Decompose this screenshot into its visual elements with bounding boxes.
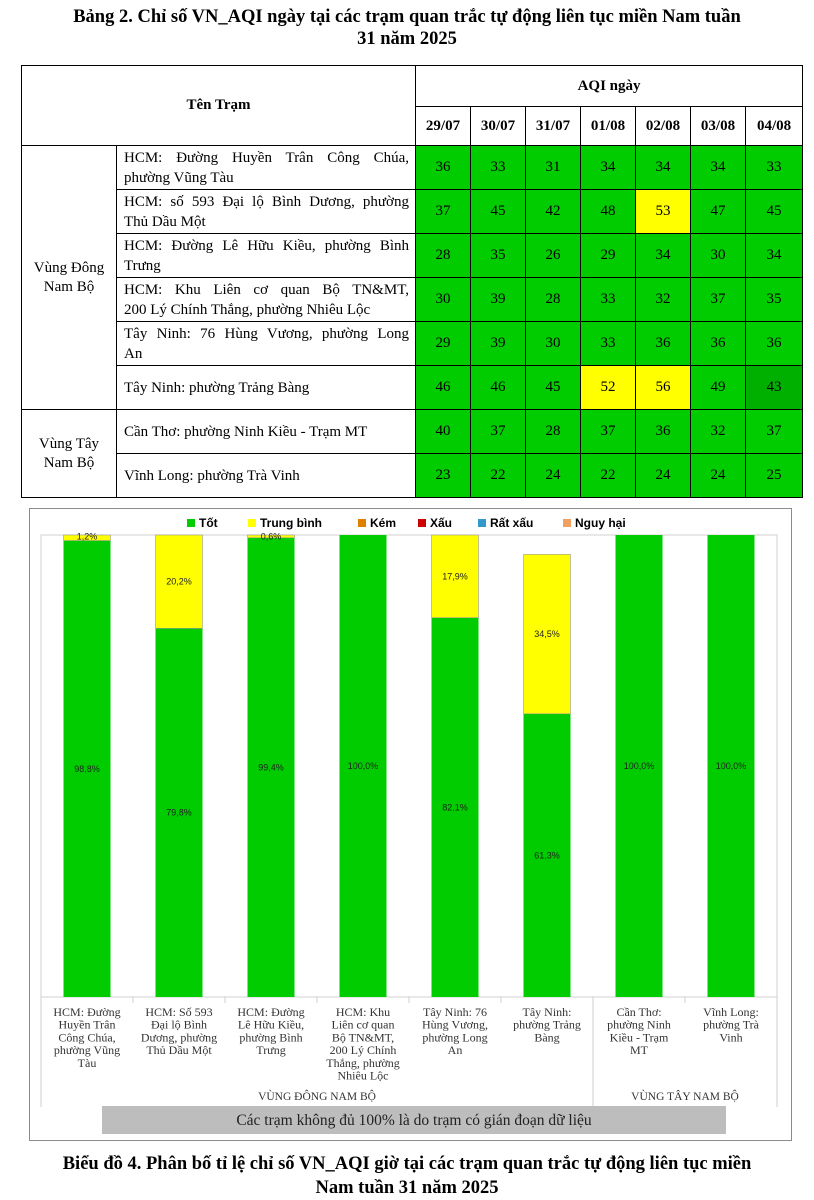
- station-name-line2: Trưng: [124, 257, 161, 274]
- table-row: [22, 366, 803, 410]
- table-row: [22, 234, 803, 278]
- category-label: MT: [630, 1043, 648, 1058]
- aqi-value-cell: 35: [746, 278, 803, 322]
- station-cell: [117, 278, 416, 322]
- aqi-value-cell: 37: [581, 410, 636, 454]
- table-row: [22, 146, 803, 190]
- table-row: [22, 278, 803, 322]
- category-label: Dương, phường: [140, 1030, 218, 1045]
- aqi-value-cell: 37: [746, 410, 803, 454]
- date-header-6: 04/08: [746, 107, 803, 146]
- table-row: [22, 322, 803, 366]
- aqi-value-cell: 37: [691, 278, 746, 322]
- aqi-value-cell: 32: [691, 410, 746, 454]
- station-cell: [117, 366, 416, 410]
- date-header-3: 01/08: [581, 107, 636, 146]
- data-label: 100,0%: [623, 761, 655, 771]
- category-label: Đại lộ Bình: [151, 1017, 207, 1032]
- category-label: Huyền Trân: [58, 1017, 116, 1032]
- aqi-table-body: [22, 146, 803, 498]
- category-label: phường Long: [422, 1030, 488, 1045]
- station-cell: [117, 322, 416, 366]
- data-label: 17,9%: [442, 571, 468, 582]
- legend-label: Xấu: [430, 516, 453, 530]
- station-name-line1: HCM: Khu Liên cơ quan Bộ TN&MT,: [124, 281, 409, 298]
- aqi-value-cell: 46: [416, 366, 471, 410]
- station-name-line1: HCM: số 593 Đại lộ Bình Dương, phường: [124, 193, 409, 210]
- data-label: 98,8%: [74, 763, 100, 774]
- aqi-value-cell: 36: [636, 322, 691, 366]
- date-header-1: 30/07: [471, 107, 526, 146]
- region-name-line2: Nam Bộ: [43, 454, 95, 471]
- data-label: 100,0%: [347, 761, 379, 771]
- data-label: 79,8%: [166, 807, 192, 818]
- date-header-2: 31/07: [526, 107, 581, 146]
- legend-swatch: [418, 519, 426, 527]
- legend-label: Trung bình: [260, 516, 322, 530]
- category-label: Lê Hữu Kiều,: [237, 1017, 305, 1032]
- station-name-line2: phường Vũng Tàu: [124, 169, 234, 186]
- data-label: 100,0%: [715, 761, 747, 771]
- category-label: Liên cơ quan: [331, 1017, 395, 1032]
- aqi-value-cell: 24: [691, 454, 746, 498]
- aqi-value-cell: 39: [471, 278, 526, 322]
- category-label: Tây Ninh:: [522, 1005, 572, 1019]
- aqi-value-cell: 52: [581, 366, 636, 410]
- aqi-value-cell: 39: [471, 322, 526, 366]
- aqi-value-cell: 40: [416, 410, 471, 454]
- date-header-4: 02/08: [636, 107, 691, 146]
- region-cell: [22, 410, 117, 498]
- aqi-value-cell: 28: [526, 278, 581, 322]
- category-label: Thắng, phường: [326, 1055, 400, 1070]
- aqi-value-cell: 31: [526, 146, 581, 190]
- category-label: phường Trà: [703, 1017, 759, 1032]
- category-label: 200 Lý Chính: [329, 1043, 397, 1058]
- aqi-value-cell: 34: [636, 234, 691, 278]
- category-label: Trưng: [256, 1043, 286, 1058]
- aqi-table: [21, 65, 803, 498]
- station-name-line1: HCM: Đường Lê Hữu Kiều, phường Bình: [124, 237, 409, 254]
- category-label: Bàng: [534, 1030, 560, 1045]
- category-label: An: [447, 1043, 463, 1058]
- station-name-line2: An: [124, 345, 143, 362]
- table-title: [0, 6, 814, 50]
- station-name-line1: Tây Ninh: 76 Hùng Vương, phường Long: [124, 325, 409, 342]
- aqi-value-cell: 36: [636, 410, 691, 454]
- aqi-value-cell: 28: [526, 410, 581, 454]
- aqi-value-cell: 45: [471, 190, 526, 234]
- aqi-value-cell: 23: [416, 454, 471, 498]
- aqi-value-cell: 45: [526, 366, 581, 410]
- group-label: VÙNG ĐÔNG NAM BỘ: [258, 1091, 376, 1103]
- stacked-bar-chart: [30, 509, 791, 1140]
- aqi-value-cell: 43: [746, 366, 803, 410]
- category-label: phường Vũng: [53, 1043, 121, 1058]
- aqi-value-cell: 37: [471, 410, 526, 454]
- category-label: HCM: Đường: [53, 1005, 121, 1019]
- aqi-value-cell: 34: [746, 234, 803, 278]
- aqi-value-cell: 36: [691, 322, 746, 366]
- table-title-line2: 31 năm 2025: [357, 29, 457, 49]
- region-name-line1: Vùng Đông: [33, 259, 105, 276]
- figure-caption: [0, 1152, 814, 1200]
- data-label: 1,2%: [76, 531, 98, 542]
- aqi-value-cell: 29: [581, 234, 636, 278]
- aqi-value-cell: 30: [526, 322, 581, 366]
- aqi-value-cell: 47: [691, 190, 746, 234]
- station-name-line1: Tây Ninh: phường Trảng Bàng: [124, 379, 310, 396]
- aqi-value-cell: 30: [416, 278, 471, 322]
- station-cell: [117, 190, 416, 234]
- aqi-value-cell: 48: [581, 190, 636, 234]
- aqi-value-cell: 28: [416, 234, 471, 278]
- legend-swatch: [248, 519, 256, 527]
- legend-swatch: [187, 519, 195, 527]
- category-label: phường Bình: [239, 1030, 303, 1045]
- plot-area: [41, 535, 777, 997]
- category-label: Bộ TN&MT,: [331, 1030, 395, 1045]
- category-label: Nhiêu Lộc: [337, 1068, 389, 1083]
- date-header-5: 03/08: [691, 107, 746, 146]
- aqi-value-cell: 22: [471, 454, 526, 498]
- station-name-line1: Vĩnh Long: phường Trà Vinh: [124, 467, 300, 484]
- aqi-value-cell: 34: [581, 146, 636, 190]
- aqi-value-cell: 35: [471, 234, 526, 278]
- aqi-value-cell: 46: [471, 366, 526, 410]
- aqi-value-cell: 26: [526, 234, 581, 278]
- region-cell: [22, 146, 117, 410]
- aqi-value-cell: 32: [636, 278, 691, 322]
- aqi-value-cell: 33: [746, 146, 803, 190]
- station-name-line1: Cần Thơ: phường Ninh Kiều - Trạm MT: [124, 423, 368, 440]
- category-label: Vinh: [719, 1030, 743, 1045]
- aqi-value-cell: 30: [691, 234, 746, 278]
- station-cell: [117, 146, 416, 190]
- legend-swatch: [478, 519, 486, 527]
- aqi-value-cell: 56: [636, 366, 691, 410]
- aqi-value-cell: 33: [471, 146, 526, 190]
- header-aqi: AQI ngày: [416, 66, 803, 107]
- table-row: [22, 410, 803, 454]
- table-title-line1: Bảng 2. Chỉ số VN_AQI ngày tại các trạm quan trắc tự động liên tục miền Nam tuần: [73, 7, 741, 27]
- category-label: Kiều - Trạm: [609, 1030, 669, 1045]
- category-label: Thủ Dầu Một: [146, 1043, 212, 1058]
- aqi-value-cell: 34: [636, 146, 691, 190]
- aqi-value-cell: 42: [526, 190, 581, 234]
- category-label: phường Ninh: [607, 1017, 671, 1032]
- data-label: 20,2%: [166, 576, 192, 587]
- station-cell: [117, 410, 416, 454]
- region-name-line1: Vùng Tây: [38, 435, 100, 452]
- group-label: VÙNG TÂY NAM BỘ: [631, 1091, 739, 1103]
- table-row: [22, 454, 803, 498]
- aqi-value-cell: 29: [416, 322, 471, 366]
- aqi-value-cell: 33: [581, 278, 636, 322]
- aqi-value-cell: 34: [691, 146, 746, 190]
- category-label: HCM: Số 593: [145, 1005, 213, 1019]
- category-label: Vĩnh Long:: [703, 1005, 759, 1019]
- aqi-value-cell: 36: [746, 322, 803, 366]
- aqi-value-cell: 24: [636, 454, 691, 498]
- category-label: Tàu: [77, 1055, 97, 1070]
- category-label: phường Trảng: [513, 1017, 581, 1032]
- legend-label: Nguy hại: [575, 516, 626, 530]
- note-text: Các trạm không đủ 100% là do trạm có gián đoạn dữ liệu: [236, 1112, 592, 1129]
- region-name-line2: Nam Bộ: [43, 278, 95, 295]
- aqi-value-cell: 36: [416, 146, 471, 190]
- category-label: HCM: Đường: [237, 1005, 305, 1019]
- data-label: 34,5%: [534, 629, 560, 640]
- figure-caption-line2: Nam tuần 31 năm 2025: [315, 1178, 499, 1198]
- category-label: Tây Ninh: 76: [423, 1005, 487, 1019]
- date-header-0: 29/07: [416, 107, 471, 146]
- legend-swatch: [563, 519, 571, 527]
- station-cell: [117, 234, 416, 278]
- data-label: 82,1%: [442, 802, 468, 813]
- category-label: HCM: Khu: [335, 1005, 391, 1019]
- station-name-line2: 200 Lý Chính Thắng, phường Nhiêu Lộc: [124, 301, 371, 318]
- station-name-line2: Thủ Dầu Một: [124, 213, 206, 230]
- table-row: [22, 190, 803, 234]
- figure-caption-line1: Biểu đồ 4. Phân bố tỉ lệ chỉ số VN_AQI giờ tại các trạm quan trắc tự động liên tục miền: [62, 1154, 752, 1174]
- aqi-value-cell: 33: [581, 322, 636, 366]
- header-station: Tên Trạm: [22, 66, 416, 146]
- aqi-value-cell: 22: [581, 454, 636, 498]
- legend-label: Tốt: [199, 516, 218, 530]
- aqi-value-cell: 24: [526, 454, 581, 498]
- aqi-value-cell: 37: [416, 190, 471, 234]
- legend-swatch: [358, 519, 366, 527]
- station-cell: [117, 454, 416, 498]
- category-label: Công Chúa,: [58, 1030, 116, 1045]
- data-label: 99,4%: [258, 762, 284, 773]
- aqi-value-cell: 45: [746, 190, 803, 234]
- aqi-value-cell: 25: [746, 454, 803, 498]
- aqi-value-cell: 49: [691, 366, 746, 410]
- data-label: 61,3%: [534, 850, 560, 861]
- station-name-line1: HCM: Đường Huyền Trân Công Chúa,: [124, 149, 409, 166]
- legend-label: Rất xấu: [490, 516, 534, 530]
- legend-label: Kém: [370, 516, 397, 530]
- aqi-value-cell: 53: [636, 190, 691, 234]
- category-label: Hùng Vương,: [422, 1017, 488, 1032]
- data-label: 0,6%: [260, 531, 282, 542]
- category-label: Cần Thơ:: [616, 1005, 662, 1019]
- chart-panel: [29, 508, 792, 1141]
